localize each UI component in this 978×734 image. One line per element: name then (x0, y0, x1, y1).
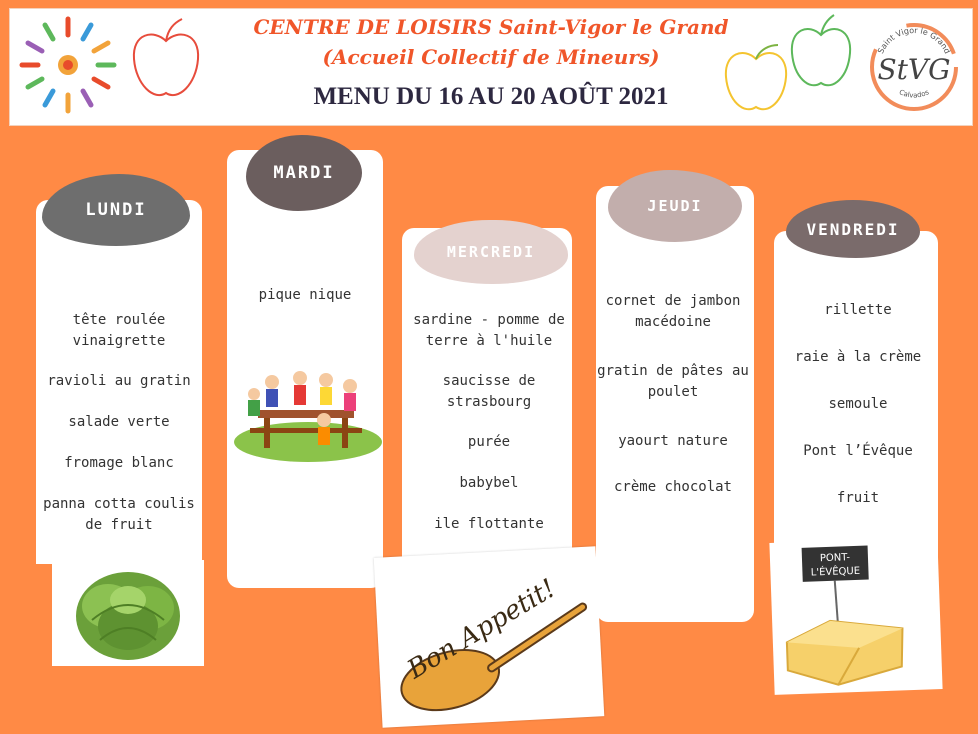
children-circle-logo (16, 13, 120, 117)
saint-vigor-logo (862, 15, 966, 119)
menu-item: gratin de pâtes au poulet (597, 363, 749, 400)
menu-item: fromage blanc (64, 455, 174, 471)
card-jeudi (596, 186, 754, 622)
menu-item: pique nique (258, 287, 352, 303)
day-label-vendredi (786, 200, 920, 258)
header-line2: (Accueil Collectif de Mineurs) (322, 45, 660, 69)
day-label-jeudi (608, 170, 742, 242)
header-banner (9, 8, 973, 126)
menu-item: babybel (459, 475, 519, 491)
menu-item: purée (467, 434, 511, 450)
menu-item: semoule (828, 396, 888, 412)
day-name: JEUDI (647, 197, 703, 215)
menu-item: rillette (824, 302, 892, 318)
menu-item: ile flottante (434, 516, 544, 532)
svg-text:Saint Vigor le Grand: Saint Vigor le Grand (876, 25, 952, 56)
menu-item: sardine - pomme de terre à l'huile (413, 312, 565, 349)
day-name: MARDI (273, 163, 335, 183)
menu-item: Pont l’Évêque (803, 443, 913, 459)
menu-item: saucisse de strasbourg (442, 373, 536, 410)
bon-appetit-image (374, 546, 605, 727)
menu-item: cornet de jambon macédoine (605, 293, 741, 330)
cheese-image (769, 537, 942, 695)
day-label-mercredi (414, 220, 568, 284)
svg-text:Bon Appetit!: Bon Appetit! (402, 573, 562, 686)
page-title: MENU DU 16 AU 20 AOÛT 2021 (313, 83, 669, 110)
menu-item: fruit (836, 490, 880, 506)
menu-item: panna cotta coulis de fruit (43, 496, 195, 533)
apple-outline-red (128, 15, 204, 103)
svg-text:PONT-: PONT- (819, 552, 851, 565)
menu-item: tête roulée vinaigrette (72, 312, 166, 349)
apple-outline-yellow (720, 37, 792, 117)
svg-text:StVG: StVG (877, 53, 951, 86)
header-line1: CENTRE DE LOISIRS Saint-Vigor le Grand (253, 15, 729, 39)
day-name: MERCREDI (446, 243, 536, 261)
day-label-lundi (42, 174, 190, 246)
menu-item: yaourt nature (618, 433, 728, 449)
menu-item: ravioli au gratin (47, 373, 191, 389)
day-name: LUNDI (85, 200, 147, 220)
svg-text:L'ÉVÊQUE: L'ÉVÊQUE (810, 565, 861, 579)
day-name: VENDREDI (806, 219, 900, 239)
lettuce-image (52, 560, 204, 666)
menu-item: salade verte (68, 414, 170, 430)
apple-outline-green (786, 13, 856, 93)
picnic-illustration (228, 366, 384, 466)
svg-text:Calvados: Calvados (897, 88, 931, 100)
menu-item: crème chocolat (613, 479, 732, 495)
menu-item: raie à la crème (794, 349, 922, 365)
